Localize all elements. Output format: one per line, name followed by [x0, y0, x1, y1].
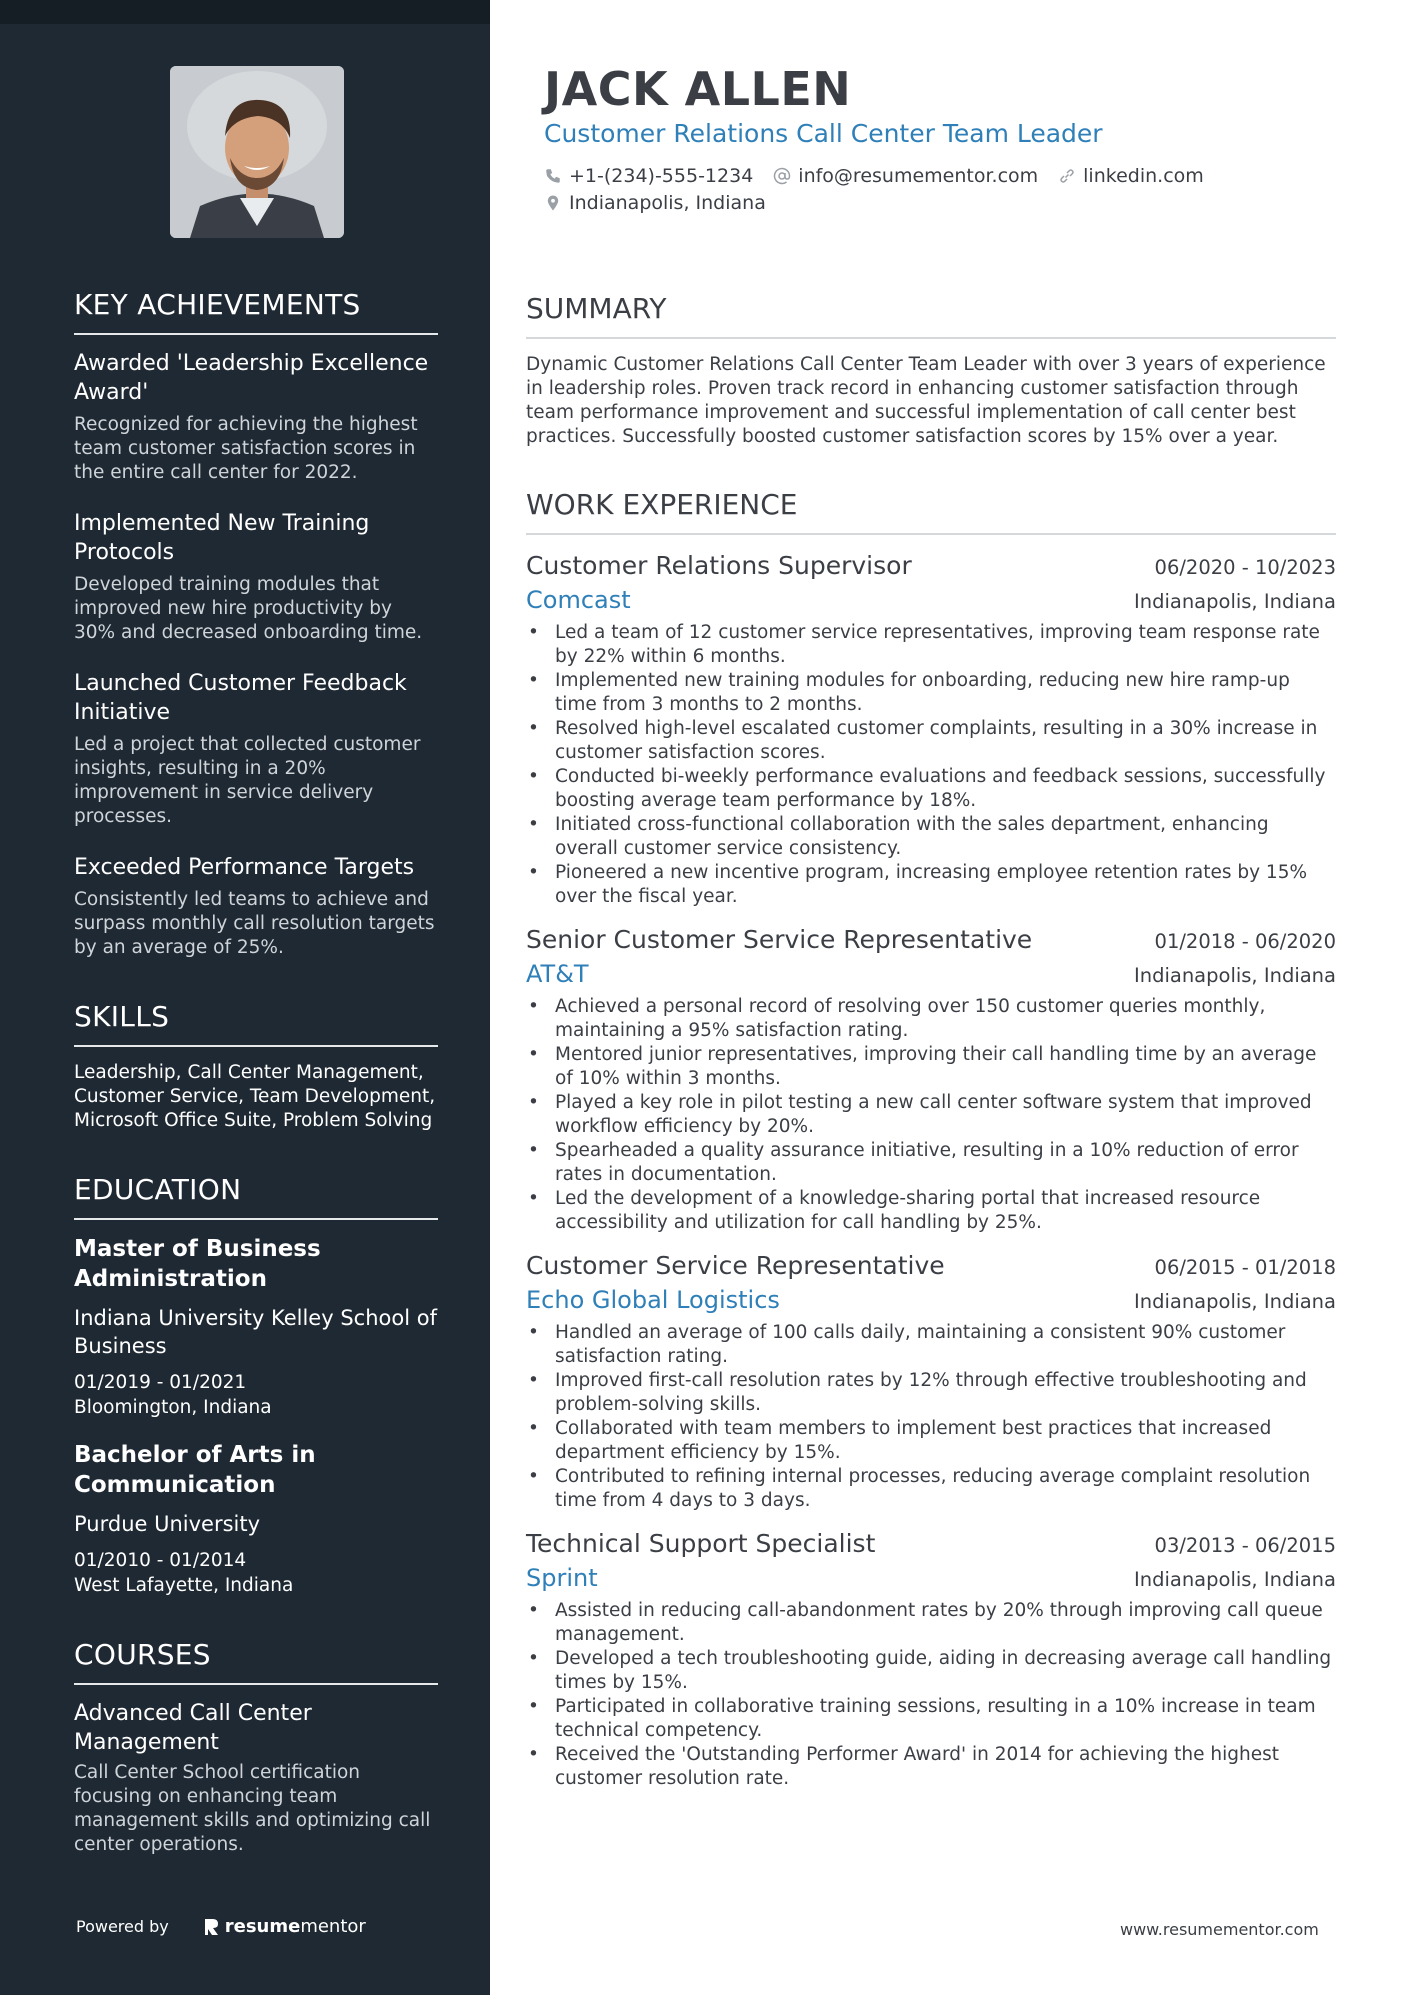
sidebar-content: [74, 288, 438, 1857]
candidate-title: Customer Relations Call Center Team Leader: [544, 119, 1103, 148]
education-dates: 01/2010 - 01/2014: [74, 1550, 247, 1571]
achievement-item: [74, 669, 438, 829]
job-company: AT&T: [526, 960, 589, 988]
education-entry: [74, 1440, 438, 1598]
job-dates: 06/2015 - 01/2018: [1154, 1256, 1336, 1279]
phone-number: +1-(234)-555-1234: [569, 164, 754, 187]
experience-section: [526, 488, 1336, 1805]
bullet-item: • Spearheaded a quality assurance initiative, resulting in a 10% reduction of error rates in documentation.: [526, 1139, 1336, 1187]
education-school: Purdue University: [74, 1512, 261, 1536]
job-entry: [526, 923, 1336, 1235]
job-role: Senior Customer Service Representative: [526, 925, 1033, 954]
at-sign-icon: [773, 167, 791, 185]
job-dates: 01/2018 - 06/2020: [1154, 930, 1336, 953]
resume-header: [544, 62, 1334, 216]
skills-list: Leadership, Call Center Management, Customer Service, Team Development, Microsoft Office Suite, Problem Solving: [74, 1062, 436, 1131]
contact-phone[interactable]: [544, 162, 753, 189]
job-entry: [526, 1527, 1336, 1791]
job-header: [526, 1527, 1336, 1561]
job-entry: [526, 1249, 1336, 1513]
bullet-item: • Received the 'Outstanding Performer Award' in 2014 for achieving the highest customer resolution rate.: [526, 1743, 1336, 1791]
education-meta: [74, 1370, 438, 1420]
education-school: Indiana University Kelley School of Business: [74, 1306, 437, 1358]
achievements-list: [74, 349, 438, 960]
sidebar: [0, 0, 490, 1995]
contact-linkedin[interactable]: [1058, 162, 1204, 189]
contact-info: [544, 162, 1244, 216]
achievement-title: Exceeded Performance Targets: [74, 855, 415, 880]
bullet-item: • Handled an average of 100 calls daily, maintaining a consistent 90% customer satisfaction rating.: [526, 1321, 1336, 1369]
bullet-item: • Initiated cross-functional collaboration with the sales department, enhancing overall customer service consistency.: [526, 813, 1336, 861]
job-subheader: [526, 957, 1336, 991]
job-location: Indianapolis, Indiana: [1133, 1290, 1336, 1313]
education-meta: [74, 1548, 438, 1598]
job-role: Customer Relations Supervisor: [526, 551, 912, 580]
bullet-item: • Collaborated with team members to implement best practices that increased department efficiency by 15%.: [526, 1417, 1336, 1465]
bullet-item: • Led the development of a knowledge-sharing portal that increased resource accessibility and utilization for call handling by 25%.: [526, 1187, 1336, 1235]
bullet-item: • Conducted bi-weekly performance evaluations and feedback sessions, successfully boosting average team performance by 18%.: [526, 765, 1336, 813]
job-entry: [526, 549, 1336, 909]
job-location: Indianapolis, Indiana: [1133, 1568, 1336, 1591]
education-degree: Master of Business Administration: [74, 1236, 321, 1292]
bullet-item: • Pioneered a new incentive program, increasing employee retention rates by 15% over the fiscal year.: [526, 861, 1336, 909]
job-role: Customer Service Representative: [526, 1251, 945, 1280]
achievement-title: Launched Customer Feedback Initiative: [74, 671, 407, 725]
education-location: West Lafayette, Indiana: [74, 1575, 294, 1596]
sidebar-top-bar: [0, 0, 490, 24]
location-pin-icon: [544, 194, 562, 212]
courses-heading: COURSES: [74, 1638, 438, 1685]
skills-heading: SKILLS: [74, 1000, 438, 1047]
bullet-item: • Participated in collaborative training sessions, resulting in a 10% increase in team technical competency.: [526, 1695, 1336, 1743]
achievement-description: Consistently led teams to achieve and surpass monthly call resolution targets by an average of 25%.: [74, 889, 435, 958]
job-company: Comcast: [526, 586, 631, 614]
summary-text: Dynamic Customer Relations Call Center Team Leader with over 3 years of experience in leadership roles. Proven track record in enhancing customer satisfaction through team performance improvement and successful implementation of call center best practices. Successfully boosted customer satisfaction scores by 15% over a year.: [526, 354, 1326, 447]
bullet-item: • Mentored junior representatives, improving their call handling time by an average of 10% within 3 months.: [526, 1043, 1336, 1091]
education-degree: Bachelor of Arts in Communication: [74, 1442, 316, 1498]
powered-by-label: Powered by: [76, 1917, 169, 1936]
contact-email[interactable]: [773, 162, 1038, 189]
achievement-title: Implemented New Training Protocols: [74, 511, 370, 565]
job-header: [526, 923, 1336, 957]
experience-heading: WORK EXPERIENCE: [526, 488, 1336, 535]
email-address: info@resumementor.com: [798, 164, 1039, 187]
achievements-heading: KEY ACHIEVEMENTS: [74, 288, 438, 335]
education-entry: [74, 1234, 438, 1420]
resumementor-logo-icon: [203, 1917, 219, 1937]
achievement-description: Led a project that collected customer insights, resulting in a 20% improvement in service delivery processes.: [74, 734, 421, 827]
achievement-item: [74, 853, 438, 960]
course-item: [74, 1699, 438, 1857]
summary-section: [526, 292, 1336, 449]
job-subheader: [526, 1283, 1336, 1317]
job-location: Indianapolis, Indiana: [1133, 590, 1336, 613]
candidate-name: JACK ALLEN: [544, 62, 852, 116]
education-heading: EDUCATION: [74, 1173, 438, 1220]
location-text: Indianapolis, Indiana: [569, 191, 766, 214]
job-bullets: [526, 621, 1336, 909]
job-subheader: [526, 583, 1336, 617]
job-location: Indianapolis, Indiana: [1133, 964, 1336, 987]
bullet-item: • Resolved high-level escalated customer complaints, resulting in a 30% increase in customer satisfaction scores.: [526, 717, 1336, 765]
education-location: Bloomington, Indiana: [74, 1397, 272, 1418]
job-header: [526, 1249, 1336, 1283]
linkedin-url: linkedin.com: [1083, 164, 1204, 187]
job-header: [526, 549, 1336, 583]
brand-name-light: mentor: [300, 1916, 366, 1937]
footer-website-link[interactable]: www.resumementor.com: [1120, 1920, 1319, 1939]
phone-icon: [544, 167, 562, 185]
bullet-item: • Led a team of 12 customer service representatives, improving team response rate by 22% within 6 months.: [526, 621, 1336, 669]
job-role: Technical Support Specialist: [526, 1529, 876, 1558]
education-dates: 01/2019 - 01/2021: [74, 1372, 247, 1393]
course-title: Advanced Call Center Management: [74, 1701, 312, 1755]
powered-by: [76, 1916, 366, 1937]
contact-location: [544, 189, 766, 216]
job-bullets: [526, 1599, 1336, 1791]
bullet-item: • Contributed to refining internal processes, reducing average complaint resolution time from 4 days to 3 days.: [526, 1465, 1336, 1513]
resumementor-logo[interactable]: [203, 1916, 366, 1937]
achievement-title: Awarded 'Leadership Excellence Award': [74, 351, 429, 405]
achievement-description: Developed training modules that improved new hire productivity by 30% and decreased onboarding time.: [74, 574, 423, 643]
bullet-item: • Assisted in reducing call-abandonment rates by 20% through improving call queue management.: [526, 1599, 1336, 1647]
profile-photo-illustration: [170, 66, 344, 238]
achievement-description: Recognized for achieving the highest team customer satisfaction scores in the entire call center for 2022.: [74, 414, 418, 483]
profile-photo: [170, 66, 344, 238]
bullet-item: • Improved first-call resolution rates by 12% through effective troubleshooting and problem-solving skills.: [526, 1369, 1336, 1417]
brand-name-bold: resume: [224, 1916, 301, 1937]
job-subheader: [526, 1561, 1336, 1595]
course-description: Call Center School certification focusing on enhancing team management skills and optimizing call center operations.: [74, 1762, 431, 1855]
job-company: Sprint: [526, 1564, 598, 1592]
achievement-item: [74, 509, 438, 645]
job-dates: 06/2020 - 10/2023: [1154, 556, 1336, 579]
bullet-item: • Developed a tech troubleshooting guide, aiding in decreasing average call handling times by 15%.: [526, 1647, 1336, 1695]
job-company: Echo Global Logistics: [526, 1286, 780, 1314]
bullet-item: • Played a key role in pilot testing a new call center software system that improved workflow efficiency by 20%.: [526, 1091, 1336, 1139]
bullet-item: • Implemented new training modules for onboarding, reducing new hire ramp-up time from 3 months to 2 months.: [526, 669, 1336, 717]
achievement-item: [74, 349, 438, 485]
link-icon: [1058, 167, 1076, 185]
job-dates: 03/2013 - 06/2015: [1154, 1534, 1336, 1557]
job-bullets: [526, 1321, 1336, 1513]
bullet-item: • Achieved a personal record of resolving over 150 customer queries monthly, maintaining a 95% satisfaction rating.: [526, 995, 1336, 1043]
summary-heading: SUMMARY: [526, 292, 1336, 339]
job-bullets: [526, 995, 1336, 1235]
